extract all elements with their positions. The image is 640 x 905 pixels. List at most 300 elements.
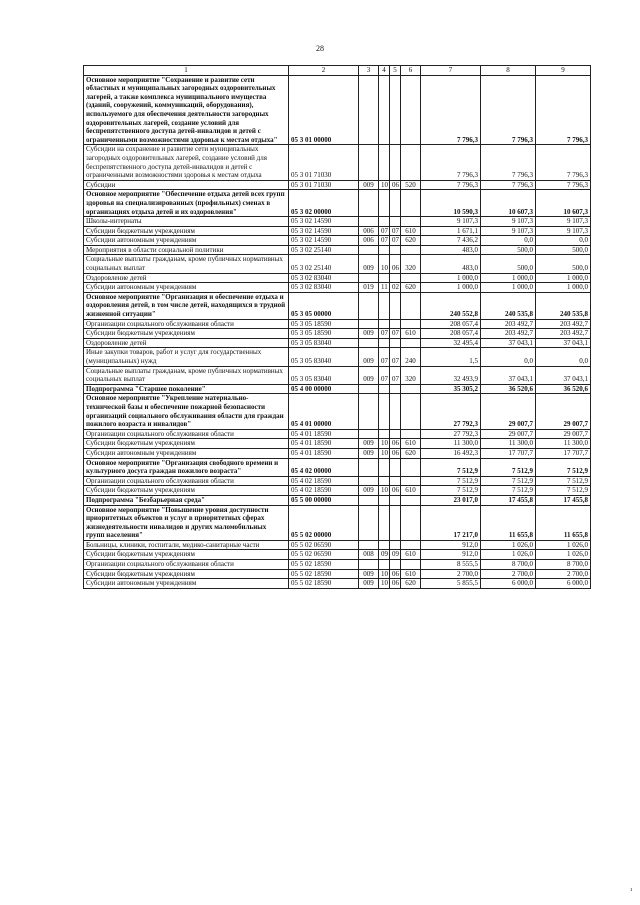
row-name-cell: Субсидии бюджетным учреждениям xyxy=(84,439,289,449)
ministry-code-cell: 009 xyxy=(359,448,379,458)
amount-col7-cell: 7 512,9 xyxy=(421,458,481,476)
amount-col7-cell: 8 555,5 xyxy=(421,560,481,570)
row-name-cell: Оздоровление детей xyxy=(84,273,289,283)
row-name-cell: Субсидии автономным учреждениям xyxy=(84,579,289,589)
amount-col7-cell: 208 057,4 xyxy=(421,329,481,339)
row-name-cell: Подпрограмма "Безбарьерная среда" xyxy=(84,495,289,505)
expense-type-cell xyxy=(401,560,421,570)
expense-type-cell xyxy=(401,245,421,255)
section-code-cell xyxy=(379,75,390,145)
subsection-code-cell xyxy=(390,429,401,439)
section-code-cell xyxy=(379,476,390,486)
amount-col9-cell: 203 492,7 xyxy=(536,329,591,339)
expense-type-cell: 610 xyxy=(401,486,421,496)
ministry-code-cell xyxy=(359,505,379,540)
budget-code-cell: 05 3 05 83040 xyxy=(289,338,359,348)
table-row xyxy=(84,366,591,384)
amount-col8-cell: 1 026,0 xyxy=(481,550,536,560)
expense-type-cell: 610 xyxy=(401,569,421,579)
subsection-code-cell xyxy=(390,245,401,255)
amount-col7-cell: 912,0 xyxy=(421,550,481,560)
page-number: 28 xyxy=(316,44,324,53)
amount-col9-cell: 7 796,3 xyxy=(536,75,591,145)
budget-code-cell: 05 3 02 83040 xyxy=(289,273,359,283)
budget-code-cell: 05 5 00 00000 xyxy=(289,495,359,505)
ministry-code-cell xyxy=(359,190,379,217)
amount-col7-cell: 1 000,0 xyxy=(421,283,481,293)
section-code-cell xyxy=(379,540,390,550)
section-code-cell: 10 xyxy=(379,180,390,190)
amount-col8-cell: 37 043,1 xyxy=(481,338,536,348)
budget-code-cell: 05 5 02 18590 xyxy=(289,560,359,570)
expense-type-cell xyxy=(401,505,421,540)
ministry-code-cell xyxy=(359,75,379,145)
amount-col8-cell: 29 007,7 xyxy=(481,429,536,439)
amount-col8-cell: 1 000,0 xyxy=(481,273,536,283)
amount-col8-cell: 9 107,3 xyxy=(481,226,536,236)
expense-type-cell: 610 xyxy=(401,226,421,236)
subsection-code-cell xyxy=(390,495,401,505)
row-name-cell: Подпрограмма "Старшее поколение" xyxy=(84,384,289,394)
section-code-cell: 07 xyxy=(379,226,390,236)
amount-col8-cell: 7 796,3 xyxy=(481,180,536,190)
column-header: 3 xyxy=(359,66,379,76)
ministry-code-cell: 009 xyxy=(359,348,379,366)
ministry-code-cell xyxy=(359,458,379,476)
amount-col9-cell: 10 607,3 xyxy=(536,190,591,217)
expense-type-cell xyxy=(401,540,421,550)
row-name-cell: Организации социального обслуживания области xyxy=(84,560,289,570)
amount-col9-cell: 9 107,3 xyxy=(536,226,591,236)
amount-col8-cell: 29 007,7 xyxy=(481,394,536,429)
table-row xyxy=(84,255,591,273)
subsection-code-cell: 06 xyxy=(390,579,401,589)
expense-type-cell: 240 xyxy=(401,348,421,366)
amount-col8-cell: 9 107,3 xyxy=(481,217,536,227)
expense-type-cell xyxy=(401,190,421,217)
budget-code-cell: 05 4 02 18590 xyxy=(289,486,359,496)
section-code-cell xyxy=(379,458,390,476)
section-code-cell xyxy=(379,338,390,348)
subsection-code-cell xyxy=(390,560,401,570)
amount-col7-cell: 7 436,2 xyxy=(421,236,481,246)
table-row xyxy=(84,292,591,319)
row-name-cell: Основное мероприятие "Организация и обеспечение отдыха и оздоровления детей, в том числе детей, находящихся в трудной жизненной ситуации" xyxy=(84,292,289,319)
amount-col8-cell: 17 707,7 xyxy=(481,448,536,458)
subsection-code-cell xyxy=(390,394,401,429)
amount-col8-cell: 37 043,1 xyxy=(481,366,536,384)
table-body xyxy=(84,75,591,588)
subsection-code-cell: 07 xyxy=(390,366,401,384)
amount-col8-cell: 2 700,0 xyxy=(481,569,536,579)
column-header: 7 xyxy=(421,66,481,76)
row-name-cell: Социальные выплаты гражданам, кроме публичных нормативных социальных выплат xyxy=(84,255,289,273)
column-numbers-row xyxy=(84,66,591,76)
ministry-code-cell: 009 xyxy=(359,579,379,589)
table-row xyxy=(84,384,591,394)
amount-col9-cell: 8 700,0 xyxy=(536,560,591,570)
budget-code-cell: 05 4 00 00000 xyxy=(289,384,359,394)
subsection-code-cell xyxy=(390,190,401,217)
section-code-cell: 11 xyxy=(379,283,390,293)
ministry-code-cell xyxy=(359,476,379,486)
table-row xyxy=(84,394,591,429)
amount-col8-cell: 17 455,8 xyxy=(481,495,536,505)
amount-col8-cell: 36 520,6 xyxy=(481,384,536,394)
ministry-code-cell xyxy=(359,560,379,570)
budget-code-cell: 05 3 05 18590 xyxy=(289,329,359,339)
budget-code-cell: 05 3 05 83040 xyxy=(289,366,359,384)
budget-code-cell: 05 4 02 18590 xyxy=(289,476,359,486)
ministry-code-cell xyxy=(359,245,379,255)
expense-type-cell xyxy=(401,394,421,429)
subsection-code-cell: 07 xyxy=(390,348,401,366)
section-code-cell xyxy=(379,429,390,439)
row-name-cell: Субсидии бюджетным учреждениям xyxy=(84,569,289,579)
subsection-code-cell xyxy=(390,75,401,145)
amount-col8-cell: 7 512,9 xyxy=(481,476,536,486)
amount-col9-cell: 203 492,7 xyxy=(536,319,591,329)
amount-col9-cell: 37 043,1 xyxy=(536,366,591,384)
ministry-code-cell: 009 xyxy=(359,569,379,579)
table-row xyxy=(84,145,591,180)
amount-col8-cell: 203 492,7 xyxy=(481,329,536,339)
expense-type-cell: 620 xyxy=(401,283,421,293)
subsection-code-cell xyxy=(390,273,401,283)
table-row xyxy=(84,439,591,449)
ministry-code-cell: 009 xyxy=(359,180,379,190)
amount-col9-cell: 7 796,3 xyxy=(536,145,591,180)
amount-col8-cell: 203 492,7 xyxy=(481,319,536,329)
ministry-code-cell xyxy=(359,217,379,227)
row-name-cell: Организации социального обслуживания области xyxy=(84,429,289,439)
table-row xyxy=(84,348,591,366)
table-row xyxy=(84,569,591,579)
ministry-code-cell xyxy=(359,319,379,329)
subsection-code-cell: 06 xyxy=(390,255,401,273)
expense-type-cell: 610 xyxy=(401,329,421,339)
amount-col7-cell: 7 796,3 xyxy=(421,75,481,145)
column-header: 2 xyxy=(289,66,359,76)
amount-col7-cell: 1,5 xyxy=(421,348,481,366)
expense-type-cell xyxy=(401,458,421,476)
amount-col7-cell: 1 671,1 xyxy=(421,226,481,236)
budget-table xyxy=(83,65,591,589)
ministry-code-cell: 009 xyxy=(359,439,379,449)
expense-type-cell xyxy=(401,145,421,180)
section-code-cell: 10 xyxy=(379,579,390,589)
subsection-code-cell: 06 xyxy=(390,448,401,458)
budget-code-cell: 05 5 02 18590 xyxy=(289,579,359,589)
expense-type-cell xyxy=(401,495,421,505)
budget-code-cell: 05 5 02 18590 xyxy=(289,569,359,579)
column-header: 6 xyxy=(401,66,421,76)
budget-code-cell: 05 3 01 71030 xyxy=(289,180,359,190)
column-header: 1 xyxy=(84,66,289,76)
table-row xyxy=(84,273,591,283)
row-name-cell: Субсидии автономным учреждениям xyxy=(84,283,289,293)
row-name-cell: Иные закупки товаров, работ и услуг для государственных (муниципальных) нужд xyxy=(84,348,289,366)
amount-col9-cell: 1 026,0 xyxy=(536,540,591,550)
budget-code-cell: 05 3 02 25140 xyxy=(289,255,359,273)
ministry-code-cell xyxy=(359,384,379,394)
expense-type-cell xyxy=(401,292,421,319)
amount-col9-cell: 500,0 xyxy=(536,245,591,255)
row-name-cell: Школы-интернаты xyxy=(84,217,289,227)
table-row xyxy=(84,505,591,540)
section-code-cell: 07 xyxy=(379,329,390,339)
amount-col9-cell: 7 512,9 xyxy=(536,458,591,476)
section-code-cell: 09 xyxy=(379,550,390,560)
row-name-cell: Основное мероприятие "Укрепление материально-технической базы и обеспечение пожарной безопасности организаций социального обслуживания области для граждан пожилого возраста и инвалидов" xyxy=(84,394,289,429)
amount-col7-cell: 10 590,3 xyxy=(421,190,481,217)
row-name-cell: Организации социального обслуживания области xyxy=(84,319,289,329)
amount-col7-cell: 7 512,9 xyxy=(421,486,481,496)
amount-col8-cell: 0,0 xyxy=(481,348,536,366)
row-name-cell: Субсидии xyxy=(84,180,289,190)
amount-col9-cell: 500,0 xyxy=(536,255,591,273)
table-row xyxy=(84,180,591,190)
subsection-code-cell: 06 xyxy=(390,569,401,579)
section-code-cell: 07 xyxy=(379,348,390,366)
section-code-cell: 07 xyxy=(379,236,390,246)
amount-col7-cell: 32 493,9 xyxy=(421,366,481,384)
amount-col7-cell: 1 000,0 xyxy=(421,273,481,283)
row-name-cell: Основное мероприятие "Повышение уровня доступности приоритетных объектов и услуг в приоритетных сферах жизнедеятельности инвалидов и других маломобильных групп населения" xyxy=(84,505,289,540)
expense-type-cell: 320 xyxy=(401,366,421,384)
section-code-cell: 10 xyxy=(379,569,390,579)
budget-code-cell: 05 3 05 00000 xyxy=(289,292,359,319)
expense-type-cell: 620 xyxy=(401,579,421,589)
row-name-cell: Субсидии бюджетным учреждениям xyxy=(84,329,289,339)
table-row xyxy=(84,579,591,589)
expense-type-cell: 620 xyxy=(401,448,421,458)
table-row xyxy=(84,476,591,486)
subsection-code-cell xyxy=(390,319,401,329)
amount-col9-cell: 1 000,0 xyxy=(536,273,591,283)
amount-col8-cell: 240 535,8 xyxy=(481,292,536,319)
budget-code-cell: 05 3 02 00000 xyxy=(289,190,359,217)
table-row xyxy=(84,495,591,505)
amount-col7-cell: 17 217,0 xyxy=(421,505,481,540)
section-code-cell: 07 xyxy=(379,366,390,384)
budget-code-cell: 05 3 05 18590 xyxy=(289,319,359,329)
section-code-cell: 10 xyxy=(379,439,390,449)
subsection-code-cell: 07 xyxy=(390,226,401,236)
budget-code-cell: 05 3 01 71030 xyxy=(289,145,359,180)
expense-type-cell xyxy=(401,75,421,145)
amount-col8-cell: 11 655,8 xyxy=(481,505,536,540)
amount-col8-cell: 7 796,3 xyxy=(481,75,536,145)
subsection-code-cell: 09 xyxy=(390,550,401,560)
subsection-code-cell xyxy=(390,217,401,227)
budget-code-cell: 05 3 02 25140 xyxy=(289,245,359,255)
subsection-code-cell xyxy=(390,458,401,476)
amount-col7-cell: 5 855,5 xyxy=(421,579,481,589)
row-name-cell: Субсидии на сохранение и развитие сети муниципальных загородных оздоровительных лагерей, создание условий для беспрепятственного доступа детей-инвалидов и детей с ограниченными возможностями здоровья к местам отдыха xyxy=(84,145,289,180)
section-code-cell xyxy=(379,394,390,429)
expense-type-cell xyxy=(401,476,421,486)
subsection-code-cell xyxy=(390,292,401,319)
amount-col9-cell: 0,0 xyxy=(536,348,591,366)
budget-code-cell: 05 4 01 18590 xyxy=(289,429,359,439)
table-row xyxy=(84,560,591,570)
expense-type-cell: 610 xyxy=(401,439,421,449)
amount-col9-cell: 2 700,0 xyxy=(536,569,591,579)
table-row xyxy=(84,226,591,236)
amount-col9-cell: 17 707,7 xyxy=(536,448,591,458)
row-name-cell: Мероприятия в области социальной политики xyxy=(84,245,289,255)
expense-type-cell: 610 xyxy=(401,550,421,560)
row-name-cell: Основное мероприятие "Сохранение и развитие сети областных и муниципальных загородных оздоровительных лагерей, а также комплекса муниципального имущества (зданий, сооружений, коммуникаций, оборудования), используемого для обеспечения деятельности загородных оздоровительных лагерей, создание условий для беспрепятственного доступа детей-инвалидов и детей с ограниченными возможностями здоровья к местам отдыха" xyxy=(84,75,289,145)
amount-col9-cell: 36 520,6 xyxy=(536,384,591,394)
table-row xyxy=(84,283,591,293)
amount-col7-cell: 27 792,3 xyxy=(421,394,481,429)
amount-col7-cell: 483,0 xyxy=(421,255,481,273)
table-row xyxy=(84,217,591,227)
amount-col8-cell: 6 000,0 xyxy=(481,579,536,589)
ministry-code-cell: 009 xyxy=(359,329,379,339)
amount-col7-cell: 240 552,8 xyxy=(421,292,481,319)
amount-col9-cell: 240 535,8 xyxy=(536,292,591,319)
subsection-code-cell: 06 xyxy=(390,486,401,496)
amount-col9-cell: 11 300,0 xyxy=(536,439,591,449)
amount-col7-cell: 208 057,4 xyxy=(421,319,481,329)
table-row xyxy=(84,448,591,458)
amount-col9-cell: 0,0 xyxy=(536,236,591,246)
ministry-code-cell xyxy=(359,273,379,283)
amount-col9-cell: 17 455,8 xyxy=(536,495,591,505)
amount-col8-cell: 8 700,0 xyxy=(481,560,536,570)
section-code-cell xyxy=(379,560,390,570)
amount-col9-cell: 11 655,8 xyxy=(536,505,591,540)
section-code-cell: 10 xyxy=(379,448,390,458)
expense-type-cell: 620 xyxy=(401,236,421,246)
amount-col9-cell: 7 512,9 xyxy=(536,486,591,496)
expense-type-cell xyxy=(401,384,421,394)
budget-code-cell: 05 5 02 06590 xyxy=(289,540,359,550)
section-code-cell xyxy=(379,145,390,180)
amount-col7-cell: 32 495,4 xyxy=(421,338,481,348)
table-row xyxy=(84,75,591,145)
table-row xyxy=(84,540,591,550)
ministry-code-cell: 009 xyxy=(359,366,379,384)
amount-col7-cell: 7 512,9 xyxy=(421,476,481,486)
row-name-cell: Организации социального обслуживания области xyxy=(84,476,289,486)
amount-col7-cell: 483,0 xyxy=(421,245,481,255)
section-code-cell xyxy=(379,217,390,227)
subsection-code-cell xyxy=(390,384,401,394)
ministry-code-cell xyxy=(359,145,379,180)
section-code-cell: 10 xyxy=(379,255,390,273)
ministry-code-cell: 019 xyxy=(359,283,379,293)
amount-col9-cell: 9 107,3 xyxy=(536,217,591,227)
subsection-code-cell: 06 xyxy=(390,180,401,190)
table-row xyxy=(84,486,591,496)
budget-code-cell: 05 5 02 06590 xyxy=(289,550,359,560)
row-name-cell: Основное мероприятие "Организация свободного времени и культурного досуга граждан пожилого возраста" xyxy=(84,458,289,476)
amount-col7-cell: 35 305,2 xyxy=(421,384,481,394)
subsection-code-cell: 07 xyxy=(390,329,401,339)
ministry-code-cell xyxy=(359,429,379,439)
amount-col7-cell: 7 796,3 xyxy=(421,145,481,180)
amount-col8-cell: 1 000,0 xyxy=(481,283,536,293)
amount-col7-cell: 27 792,3 xyxy=(421,429,481,439)
ministry-code-cell xyxy=(359,338,379,348)
expense-type-cell xyxy=(401,273,421,283)
table-row xyxy=(84,236,591,246)
amount-col8-cell: 11 300,0 xyxy=(481,439,536,449)
budget-code-cell: 05 3 02 14590 xyxy=(289,226,359,236)
amount-col9-cell: 1 000,0 xyxy=(536,283,591,293)
subsection-code-cell xyxy=(390,338,401,348)
amount-col9-cell: 6 000,0 xyxy=(536,579,591,589)
budget-code-cell: 05 3 02 14590 xyxy=(289,236,359,246)
budget-code-cell: 05 3 05 83040 xyxy=(289,348,359,366)
column-header: 8 xyxy=(481,66,536,76)
amount-col8-cell: 500,0 xyxy=(481,255,536,273)
ministry-code-cell xyxy=(359,394,379,429)
row-name-cell: Субсидии автономным учреждениям xyxy=(84,448,289,458)
amount-col9-cell: 29 007,7 xyxy=(536,394,591,429)
expense-type-cell xyxy=(401,217,421,227)
amount-col9-cell: 37 043,1 xyxy=(536,338,591,348)
subsection-code-cell xyxy=(390,505,401,540)
table-row xyxy=(84,550,591,560)
table-row xyxy=(84,190,591,217)
amount-col8-cell: 0,0 xyxy=(481,236,536,246)
budget-code-cell: 05 4 01 18590 xyxy=(289,448,359,458)
amount-col8-cell: 7 512,9 xyxy=(481,486,536,496)
corner-mark: ı xyxy=(630,887,632,893)
budget-code-cell: 05 4 02 00000 xyxy=(289,458,359,476)
column-header: 9 xyxy=(536,66,591,76)
ministry-code-cell: 009 xyxy=(359,486,379,496)
expense-type-cell: 520 xyxy=(401,180,421,190)
expense-type-cell xyxy=(401,338,421,348)
section-code-cell xyxy=(379,245,390,255)
amount-col8-cell: 7 796,3 xyxy=(481,145,536,180)
expense-type-cell xyxy=(401,319,421,329)
amount-col9-cell: 29 007,7 xyxy=(536,429,591,439)
amount-col9-cell: 1 026,0 xyxy=(536,550,591,560)
row-name-cell: Субсидии автономным учреждениям xyxy=(84,236,289,246)
amount-col7-cell: 2 700,0 xyxy=(421,569,481,579)
amount-col7-cell: 9 107,3 xyxy=(421,217,481,227)
section-code-cell xyxy=(379,190,390,217)
ministry-code-cell xyxy=(359,495,379,505)
subsection-code-cell: 07 xyxy=(390,236,401,246)
amount-col7-cell: 23 017,0 xyxy=(421,495,481,505)
column-header: 5 xyxy=(390,66,401,76)
budget-code-cell: 05 4 01 18590 xyxy=(289,439,359,449)
budget-code-cell: 05 3 01 00000 xyxy=(289,75,359,145)
expense-type-cell xyxy=(401,429,421,439)
ministry-code-cell: 008 xyxy=(359,550,379,560)
amount-col7-cell: 912,0 xyxy=(421,540,481,550)
table-row xyxy=(84,429,591,439)
subsection-code-cell xyxy=(390,476,401,486)
ministry-code-cell xyxy=(359,292,379,319)
section-code-cell xyxy=(379,495,390,505)
row-name-cell: Субсидии бюджетным учреждениям xyxy=(84,550,289,560)
amount-col8-cell: 10 607,3 xyxy=(481,190,536,217)
amount-col7-cell: 7 796,3 xyxy=(421,180,481,190)
row-name-cell: Субсидии бюджетным учреждениям xyxy=(84,486,289,496)
amount-col7-cell: 11 300,0 xyxy=(421,439,481,449)
subsection-code-cell: 06 xyxy=(390,439,401,449)
row-name-cell: Основное мероприятие "Обеспечение отдыха детей всех групп здоровья на специализированных (профильных) сменах в организациях отдыха детей и их оздоровления" xyxy=(84,190,289,217)
